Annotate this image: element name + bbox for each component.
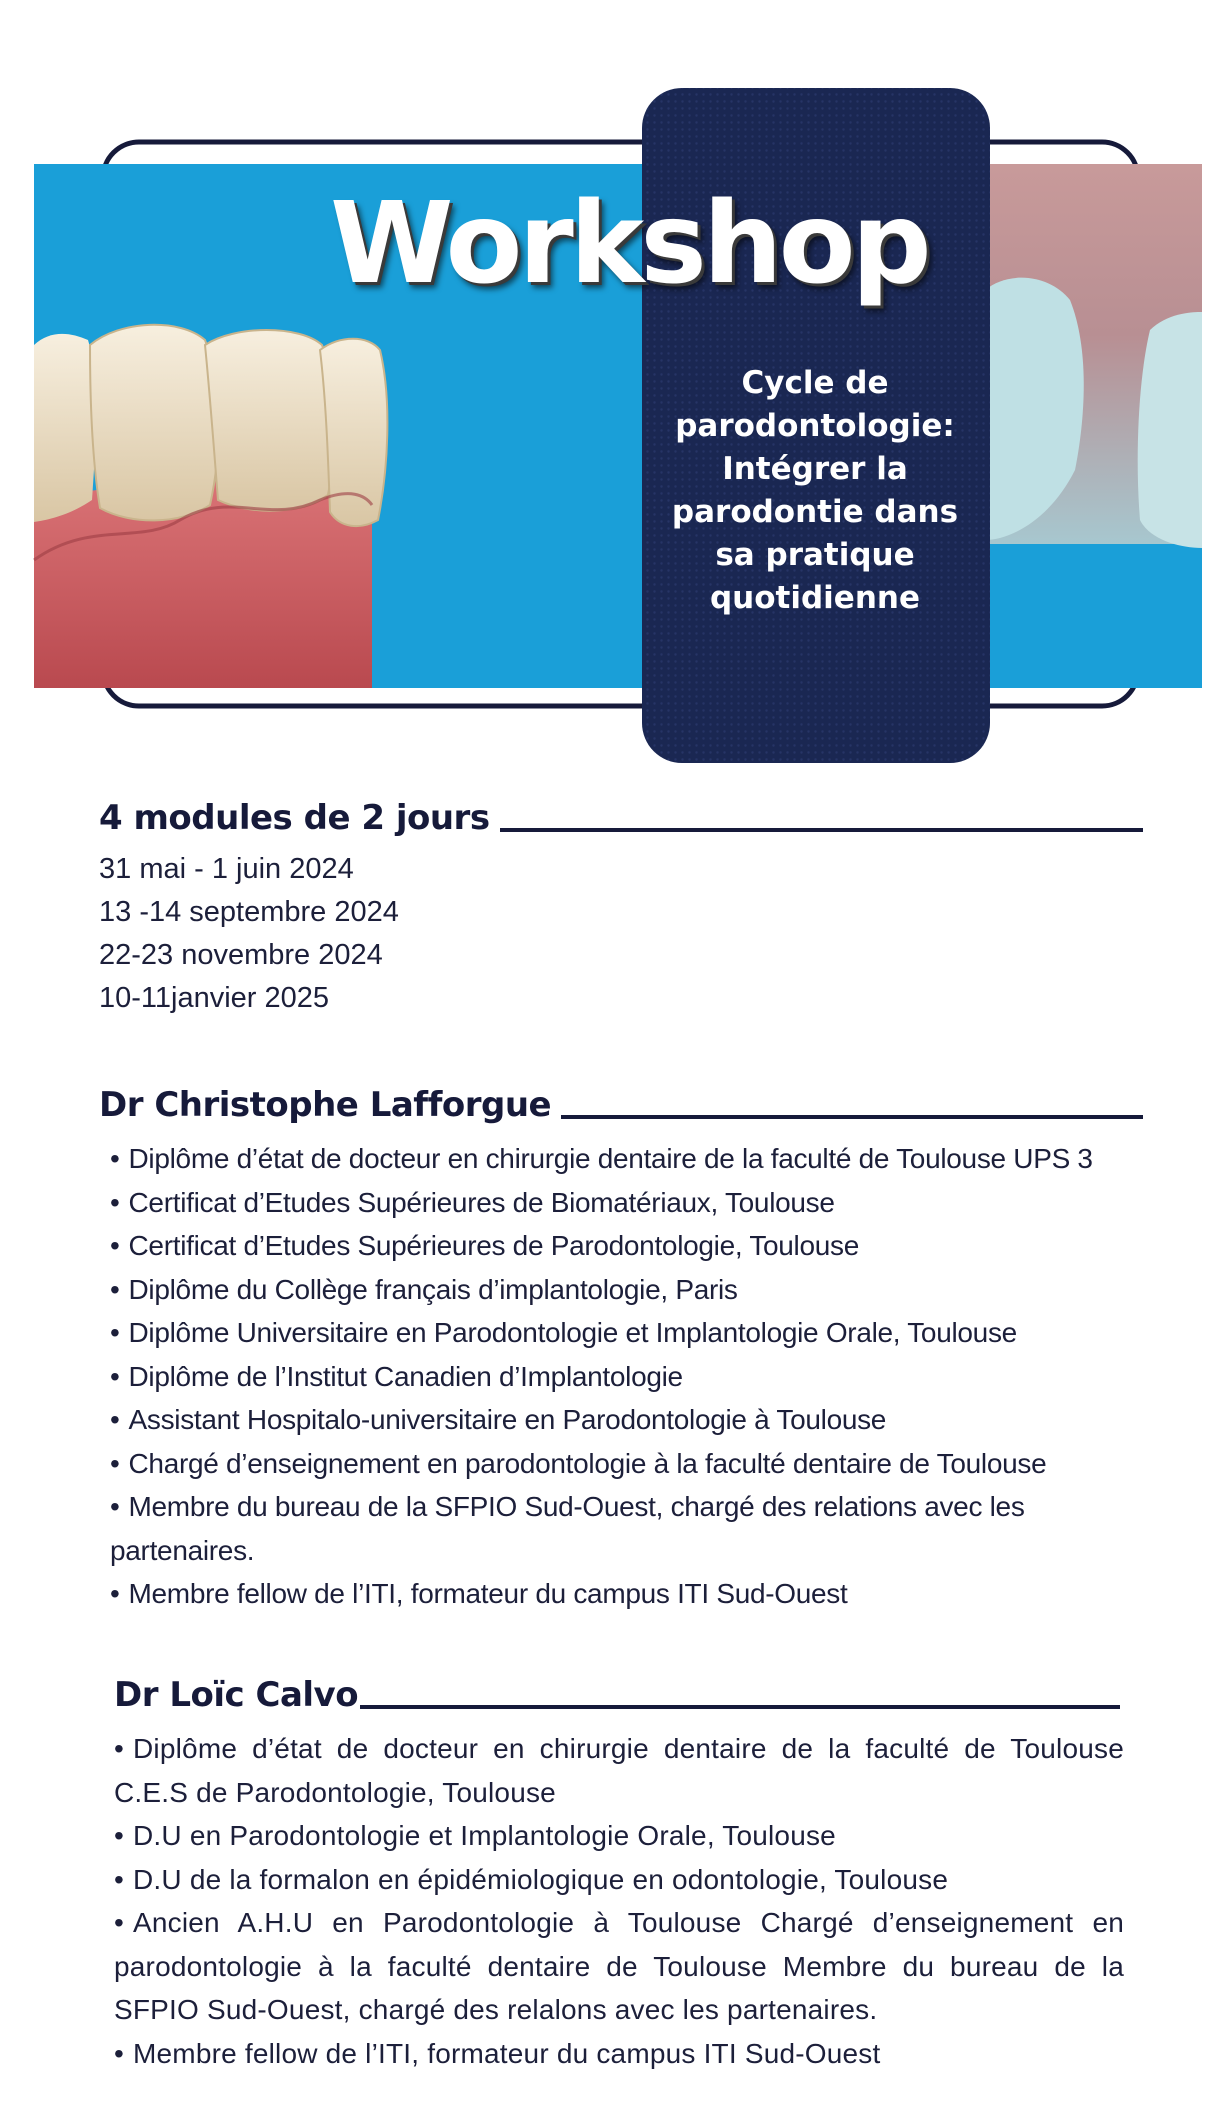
- credential-item: • Diplôme d’état de docteur en chirurgie dentaire de la faculté de Toulouse UPS 3: [110, 1143, 1093, 1174]
- speaker2-heading-row: [114, 1675, 1120, 1715]
- banner-subtitle: Cycle de parodontologie: Intégrer la parodontie dans sa pratique quotidienne: [671, 365, 959, 616]
- heading-rule: [561, 1115, 1143, 1119]
- speaker2-name: Dr Loïc Calvo: [114, 1675, 359, 1715]
- speaker1-name: Dr Christophe Lafforgue: [99, 1085, 552, 1125]
- credential-item: • Diplôme du Collège français d’implantologie, Paris: [110, 1273, 738, 1305]
- credential-item: • Diplôme de l’Institut Canadien d’Implantologie: [110, 1360, 683, 1392]
- credential-item: • Diplôme d’état de docteur en chirurgie dentaire de la faculté de Toulouse C.E.S de Parodontologie, Toulouse: [114, 1733, 1124, 1808]
- credential-item: • Certificat d’Etudes Supérieures de Parodontologie, Toulouse: [110, 1230, 859, 1261]
- module-date: 10-11janvier 2025: [99, 982, 330, 1014]
- workshop-banner: [0, 0, 1216, 780]
- speaker1-heading-row: [99, 1085, 1143, 1125]
- speaker1-credentials: [110, 1137, 1140, 1616]
- credential-item: • Membre fellow de l’ITI, formateur du campus ITI Sud-Ouest: [114, 2037, 881, 2069]
- credential-item: • D.U de la formalon en épidémiologique en odontologie, Toulouse: [114, 1863, 949, 1895]
- credential-item: • Chargé d’enseignement en parodontologie à la faculté dentaire de Toulouse: [110, 1447, 1047, 1479]
- module-dates-list: [99, 848, 399, 1020]
- credential-item: • D.U en Parodontologie et Implantologie Orale, Toulouse: [114, 1820, 836, 1851]
- teeth-illustration-left: [34, 325, 387, 688]
- modules-heading-row: [99, 798, 1143, 838]
- module-date: 13 -14 septembre 2024: [99, 896, 399, 928]
- modules-heading: 4 modules de 2 jours: [99, 798, 490, 838]
- credential-item: • Certificat d’Etudes Supérieures de Biomatériaux, Toulouse: [110, 1186, 835, 1218]
- credential-item: • Membre du bureau de la SFPIO Sud-Ouest, chargé des relations avec les partenaires.: [110, 1491, 1025, 1566]
- credential-item: • Membre fellow de l’ITI, formateur du campus ITI Sud-Ouest: [110, 1578, 848, 1609]
- credential-item: • Assistant Hospitalo-universitaire en Parodontologie à Toulouse: [110, 1404, 887, 1435]
- credential-item: • Diplôme Universitaire en Parodontologie et Implantologie Orale, Toulouse: [110, 1317, 1017, 1348]
- credential-item: • Ancien A.H.U en Parodontologie à Toulouse Chargé d’enseignement en parodontologie à la faculté dentaire de Toulouse Membre du bureau de la SFPIO Sud-Ouest, chargé des relalons avec les partenaires.: [114, 1907, 1124, 2025]
- heading-rule: [360, 1705, 1120, 1709]
- heading-rule: [500, 828, 1143, 832]
- banner-title: Workshop: [330, 179, 928, 309]
- module-date: 31 mai - 1 juin 2024: [99, 853, 354, 885]
- speaker2-credentials: [114, 1727, 1124, 2075]
- module-date: 22-23 novembre 2024: [99, 939, 383, 971]
- teeth-photo-right: [985, 164, 1202, 548]
- banner-artwork: [0, 0, 1216, 780]
